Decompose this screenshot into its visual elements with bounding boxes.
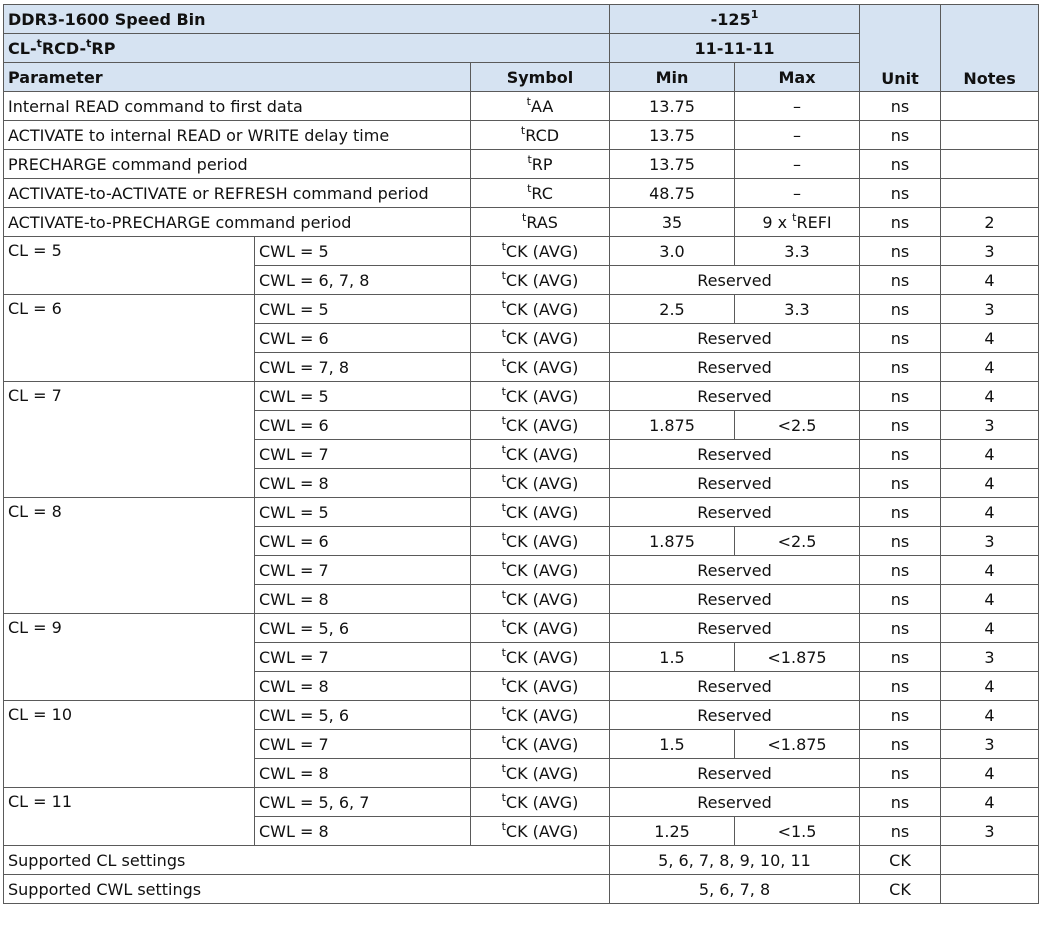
- table-row: [4, 295, 1039, 324]
- symbol-text: CK (AVG): [505, 270, 579, 290]
- notes-value: 3: [941, 527, 1039, 556]
- max-value: <1.875: [735, 730, 860, 759]
- symbol-cell: [471, 121, 610, 150]
- max-value: –: [735, 179, 860, 208]
- unit-value: ns: [860, 295, 941, 324]
- parameter-name: ACTIVATE to internal READ or WRITE delay time: [4, 121, 471, 150]
- symbol-text: CK (AVG): [505, 328, 579, 348]
- symbol-cell: [471, 643, 610, 672]
- symbol-prefix: t: [520, 123, 526, 137]
- symbol-text: CK (AVG): [505, 821, 579, 841]
- reserved-value: Reserved: [610, 469, 860, 498]
- speed-grade: $-125^1$: [610, 5, 860, 34]
- symbol-cell: [471, 759, 610, 788]
- symbol-prefix: t: [501, 732, 506, 746]
- unit-value: ns: [860, 208, 941, 237]
- symbol-prefix: t: [526, 94, 531, 108]
- symbol-prefix: t: [501, 529, 506, 543]
- reserved-value: Reserved: [610, 614, 860, 643]
- cwl-label: CWL = 6: [255, 527, 471, 556]
- symbol-prefix: t: [501, 268, 506, 282]
- unit-value: ns: [860, 788, 941, 817]
- unit-value: ns: [860, 469, 941, 498]
- supported-setting-name: Supported CWL settings: [4, 875, 610, 904]
- table-row: [4, 875, 1039, 904]
- symbol-cell: [471, 556, 610, 585]
- min-value: 1.875: [610, 527, 735, 556]
- symbol-cell: [471, 179, 610, 208]
- max-part: t: [792, 210, 797, 224]
- symbol-cell: [471, 295, 610, 324]
- reserved-value: Reserved: [610, 324, 860, 353]
- cl-label: CL = 7: [4, 382, 255, 498]
- cwl-label: CWL = 7, 8: [255, 353, 471, 382]
- unit-value: ns: [860, 614, 941, 643]
- table-row: [4, 498, 1039, 527]
- table-title: DDR3-1600 Speed Bin: [4, 5, 610, 34]
- symbol-cell: [471, 150, 610, 179]
- cwl-label: CWL = 8: [255, 469, 471, 498]
- cl-label: CL = 6: [4, 295, 255, 382]
- min-value: 1.5: [610, 643, 735, 672]
- notes-value: [941, 150, 1039, 179]
- min-value: 3.0: [610, 237, 735, 266]
- symbol-header: Symbol: [471, 63, 610, 92]
- symbol-prefix: t: [501, 587, 506, 601]
- symbol-text: CK (AVG): [505, 792, 579, 812]
- cwl-label: CWL = 5: [255, 237, 471, 266]
- symbol-text: CK (AVG): [505, 415, 579, 435]
- symbol-text: CK (AVG): [505, 386, 579, 406]
- min-value: 1.875: [610, 411, 735, 440]
- symbol-prefix: t: [501, 674, 506, 688]
- cl-label: CL = 5: [4, 237, 255, 295]
- symbol-cell: [471, 324, 610, 353]
- table-row: [4, 788, 1039, 817]
- symbol-text: RAS: [526, 212, 558, 232]
- table-row: [4, 382, 1039, 411]
- symbol-text: CK (AVG): [505, 531, 579, 551]
- notes-value: 3: [941, 643, 1039, 672]
- unit-value: ns: [860, 817, 941, 846]
- notes-value: 3: [941, 237, 1039, 266]
- symbol-prefix: t: [527, 181, 532, 195]
- min-value: 48.75: [610, 179, 735, 208]
- reserved-value: Reserved: [610, 701, 860, 730]
- notes-value: 2: [941, 208, 1039, 237]
- max-value: <2.5: [735, 411, 860, 440]
- symbol-cell: [471, 730, 610, 759]
- cl-label: CL = 9: [4, 614, 255, 701]
- symbol-text: CK (AVG): [505, 357, 579, 377]
- notes-value: 4: [941, 585, 1039, 614]
- cl-label: CL = 10: [4, 701, 255, 788]
- symbol-prefix: t: [501, 645, 506, 659]
- symbol-cell: [471, 817, 610, 846]
- table-row: [4, 614, 1039, 643]
- unit-header: Unit: [860, 5, 941, 92]
- symbol-text: CK (AVG): [505, 299, 579, 319]
- unit-value: ns: [860, 266, 941, 295]
- reserved-value: Reserved: [610, 382, 860, 411]
- notes-value: 3: [941, 817, 1039, 846]
- notes-value: [941, 846, 1039, 875]
- unit-value: ns: [860, 382, 941, 411]
- supported-setting-value: 5, 6, 7, 8, 9, 10, 11: [610, 846, 860, 875]
- unit-value: ns: [860, 701, 941, 730]
- cwl-label: CWL = 5, 6: [255, 701, 471, 730]
- cwl-label: CWL = 7: [255, 440, 471, 469]
- table-row: [4, 846, 1039, 875]
- unit-value: ns: [860, 730, 941, 759]
- max-part: REFI: [796, 212, 832, 232]
- notes-value: 3: [941, 730, 1039, 759]
- notes-value: 4: [941, 498, 1039, 527]
- reserved-value: Reserved: [610, 440, 860, 469]
- notes-value: [941, 121, 1039, 150]
- reserved-value: Reserved: [610, 585, 860, 614]
- notes-value: [941, 875, 1039, 904]
- notes-value: 4: [941, 672, 1039, 701]
- symbol-prefix: t: [501, 413, 506, 427]
- symbol-cell: [471, 498, 610, 527]
- unit-value: ns: [860, 643, 941, 672]
- table-row: [4, 237, 1039, 266]
- cwl-label: CWL = 5, 6, 7: [255, 788, 471, 817]
- table-row: [4, 121, 1039, 150]
- symbol-prefix: t: [501, 616, 506, 630]
- header-row-title: [4, 5, 1039, 34]
- max-value: 3.3: [735, 295, 860, 324]
- table-row: [4, 208, 1039, 237]
- notes-value: 4: [941, 701, 1039, 730]
- unit-value: ns: [860, 411, 941, 440]
- symbol-text: CK (AVG): [505, 734, 579, 754]
- symbol-prefix: t: [501, 703, 506, 717]
- unit-value: ns: [860, 672, 941, 701]
- symbol-text: CK (AVG): [505, 560, 579, 580]
- unit-value: ns: [860, 237, 941, 266]
- symbol-text: RP: [531, 154, 553, 174]
- min-value: 2.5: [610, 295, 735, 324]
- symbol-text: CK (AVG): [505, 647, 579, 667]
- reserved-value: Reserved: [610, 759, 860, 788]
- reserved-value: Reserved: [610, 266, 860, 295]
- notes-value: [941, 179, 1039, 208]
- symbol-text: CK (AVG): [505, 589, 579, 609]
- max-part: 9 x: [762, 212, 793, 232]
- unit-value: ns: [860, 556, 941, 585]
- symbol-cell: [471, 527, 610, 556]
- notes-header: Notes: [941, 5, 1039, 92]
- symbol-text: RCD: [525, 125, 560, 145]
- notes-value: 3: [941, 411, 1039, 440]
- symbol-prefix: t: [501, 384, 506, 398]
- symbol-cell: [471, 585, 610, 614]
- unit-value: ns: [860, 353, 941, 382]
- symbol-prefix: t: [501, 297, 506, 311]
- reserved-value: Reserved: [610, 353, 860, 382]
- notes-value: [941, 92, 1039, 121]
- speed-bin-table: [3, 4, 1039, 904]
- min-value: 13.75: [610, 92, 735, 121]
- unit-value: ns: [860, 92, 941, 121]
- parameter-name: Internal READ command to first data: [4, 92, 471, 121]
- notes-value: 3: [941, 295, 1039, 324]
- cwl-label: CWL = 8: [255, 817, 471, 846]
- cl-label: CL = 11: [4, 788, 255, 846]
- notes-value: 4: [941, 440, 1039, 469]
- unit-value: ns: [860, 150, 941, 179]
- symbol-text: CK (AVG): [505, 705, 579, 725]
- max-value: 3.3: [735, 237, 860, 266]
- parameter-header: Parameter: [4, 63, 471, 92]
- symbol-prefix: t: [501, 442, 506, 456]
- notes-value: 4: [941, 382, 1039, 411]
- cwl-label: CWL = 7: [255, 643, 471, 672]
- parameter-name: PRECHARGE command period: [4, 150, 471, 179]
- cwl-label: CWL = 8: [255, 672, 471, 701]
- timing-value: 11-11-11: [610, 34, 860, 63]
- symbol-text: CK (AVG): [505, 241, 579, 261]
- reserved-value: Reserved: [610, 556, 860, 585]
- symbol-prefix: t: [501, 761, 506, 775]
- notes-value: 4: [941, 788, 1039, 817]
- symbol-text: CK (AVG): [505, 473, 579, 493]
- max-value: –: [735, 92, 860, 121]
- parameter-name: ACTIVATE-to-PRECHARGE command period: [4, 208, 471, 237]
- unit-value: ns: [860, 440, 941, 469]
- cwl-label: CWL = 7: [255, 730, 471, 759]
- max-value: –: [735, 121, 860, 150]
- symbol-prefix: t: [522, 210, 527, 224]
- cwl-label: CWL = 5, 6: [255, 614, 471, 643]
- cwl-label: CWL = 8: [255, 759, 471, 788]
- table-row: [4, 150, 1039, 179]
- unit-value: CK: [860, 875, 941, 904]
- max-value: <2.5: [735, 527, 860, 556]
- reserved-value: Reserved: [610, 672, 860, 701]
- symbol-prefix: t: [527, 152, 532, 166]
- notes-value: 4: [941, 266, 1039, 295]
- symbol-prefix: t: [501, 819, 506, 833]
- supported-setting-name: Supported CL settings: [4, 846, 610, 875]
- symbol-prefix: t: [501, 326, 506, 340]
- unit-value: CK: [860, 846, 941, 875]
- unit-value: ns: [860, 498, 941, 527]
- notes-value: 4: [941, 469, 1039, 498]
- cwl-label: CWL = 6: [255, 411, 471, 440]
- symbol-text: CK (AVG): [505, 502, 579, 522]
- symbol-cell: [471, 411, 610, 440]
- table-row: [4, 701, 1039, 730]
- symbol-text: CK (AVG): [505, 444, 579, 464]
- unit-value: ns: [860, 527, 941, 556]
- cwl-label: CWL = 8: [255, 585, 471, 614]
- parameter-name: ACTIVATE-to-ACTIVATE or REFRESH command period: [4, 179, 471, 208]
- min-value: 13.75: [610, 121, 735, 150]
- cwl-label: CWL = 5: [255, 295, 471, 324]
- reserved-value: Reserved: [610, 498, 860, 527]
- max-value: –: [735, 150, 860, 179]
- unit-value: ns: [860, 179, 941, 208]
- symbol-cell: [471, 237, 610, 266]
- symbol-cell: [471, 701, 610, 730]
- symbol-prefix: t: [501, 558, 506, 572]
- symbol-cell: [471, 382, 610, 411]
- cwl-label: CWL = 6, 7, 8: [255, 266, 471, 295]
- timing-label: CL-$^t$RCD-$^t$RP: [4, 34, 610, 63]
- supported-setting-value: 5, 6, 7, 8: [610, 875, 860, 904]
- symbol-text: CK (AVG): [505, 763, 579, 783]
- symbol-cell: [471, 353, 610, 382]
- symbol-cell: [471, 92, 610, 121]
- symbol-prefix: t: [501, 355, 506, 369]
- symbol-cell: [471, 266, 610, 295]
- max-value: <1.5: [735, 817, 860, 846]
- min-value: 1.5: [610, 730, 735, 759]
- cwl-label: CWL = 7: [255, 556, 471, 585]
- unit-value: ns: [860, 121, 941, 150]
- notes-value: 4: [941, 556, 1039, 585]
- symbol-prefix: t: [501, 239, 506, 253]
- notes-value: 4: [941, 324, 1039, 353]
- notes-value: 4: [941, 353, 1039, 382]
- min-value: 1.25: [610, 817, 735, 846]
- symbol-text: CK (AVG): [505, 676, 579, 696]
- max-header: Max: [735, 63, 860, 92]
- cwl-label: CWL = 5: [255, 498, 471, 527]
- unit-value: ns: [860, 759, 941, 788]
- cwl-label: CWL = 6: [255, 324, 471, 353]
- symbol-text: RC: [531, 183, 553, 203]
- reserved-value: Reserved: [610, 788, 860, 817]
- symbol-cell: [471, 788, 610, 817]
- min-value: 35: [610, 208, 735, 237]
- max-value: [735, 208, 860, 237]
- cl-label: CL = 8: [4, 498, 255, 614]
- symbol-cell: [471, 614, 610, 643]
- unit-value: ns: [860, 324, 941, 353]
- min-value: 13.75: [610, 150, 735, 179]
- symbol-text: CK (AVG): [505, 618, 579, 638]
- symbol-cell: [471, 440, 610, 469]
- table-row: [4, 179, 1039, 208]
- symbol-text: AA: [530, 96, 554, 116]
- symbol-prefix: t: [501, 500, 506, 514]
- notes-value: 4: [941, 614, 1039, 643]
- symbol-prefix: t: [501, 790, 506, 804]
- min-header: Min: [610, 63, 735, 92]
- symbol-prefix: t: [501, 471, 506, 485]
- max-value: <1.875: [735, 643, 860, 672]
- notes-value: 4: [941, 759, 1039, 788]
- symbol-cell: [471, 208, 610, 237]
- table-row: [4, 92, 1039, 121]
- symbol-cell: [471, 672, 610, 701]
- cwl-label: CWL = 5: [255, 382, 471, 411]
- unit-value: ns: [860, 585, 941, 614]
- symbol-cell: [471, 469, 610, 498]
